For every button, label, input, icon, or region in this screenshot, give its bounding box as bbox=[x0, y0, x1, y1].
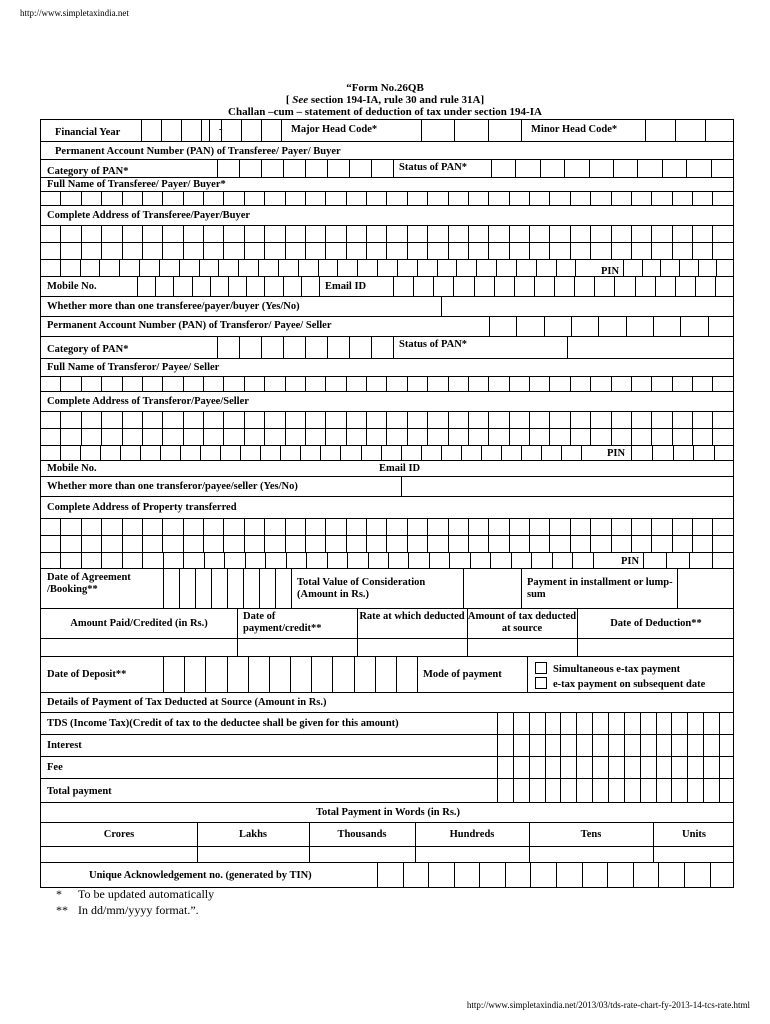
checkbox-icon[interactable] bbox=[535, 677, 547, 689]
form-description: Challan –cum – statement of deduction of tax under section 194-IA bbox=[228, 106, 542, 118]
transferor-email-label: Email ID bbox=[379, 463, 421, 474]
installment-label: Payment in installment or lump-sum bbox=[527, 577, 673, 600]
footnotes bbox=[56, 886, 214, 918]
payment-details-heading: Details of Payment of Tax Deducted at Source (Amount in Rs.) bbox=[47, 697, 327, 708]
tds-row bbox=[41, 713, 733, 735]
words-row bbox=[41, 803, 733, 823]
transferor-pan-boxes-a[interactable] bbox=[489, 317, 735, 336]
agreement-row bbox=[41, 569, 733, 609]
transferor-address-label-row bbox=[41, 392, 733, 412]
agreement-date-boxes[interactable] bbox=[163, 569, 291, 608]
property-pin-label: PIN bbox=[621, 556, 640, 567]
footer-url: http://www.simpletaxindia.net/2013/03/tds-rate-chart-fy-2013-14-tcs-rate.html bbox=[466, 1000, 750, 1010]
minor-head-label: Minor Head Code* bbox=[531, 124, 618, 135]
financial-year-label: Financial Year bbox=[55, 127, 121, 138]
total-value-input[interactable] bbox=[463, 569, 521, 608]
transferee-contact-row bbox=[41, 277, 733, 297]
transferee-pan-boxes[interactable] bbox=[217, 160, 393, 177]
transferor-pan-boxes[interactable] bbox=[217, 337, 393, 358]
transferee-multiple-label: Whether more than one transferee/payer/buyer (Yes/No) bbox=[47, 301, 300, 312]
units-input-row[interactable] bbox=[41, 847, 733, 863]
ack-row bbox=[41, 863, 733, 887]
financial-year-boxes-2[interactable] bbox=[241, 120, 281, 141]
footnote: * To be updated automatically bbox=[56, 887, 215, 901]
unit-crores: Crores bbox=[103, 829, 135, 840]
payment-details-heading-row bbox=[41, 693, 733, 713]
transferor-name-label: Full Name of Transferor/ Payee/ Seller bbox=[47, 362, 220, 373]
transferor-pin-row bbox=[41, 446, 733, 461]
transferee-address-label-row bbox=[41, 206, 733, 226]
transferor-status-boxes[interactable] bbox=[567, 337, 735, 358]
total-row bbox=[41, 779, 733, 803]
transferee-address-boxes-2[interactable] bbox=[41, 243, 733, 260]
transferee-name-label: Full Name of Transferee/ Payer/ Buyer* bbox=[47, 179, 226, 190]
rate-label: Rate at which deducted bbox=[359, 611, 465, 622]
financial-year-row bbox=[41, 120, 733, 142]
financial-year-boxes-1[interactable] bbox=[141, 120, 241, 141]
ack-boxes[interactable] bbox=[377, 863, 735, 887]
transferor-pan-label: Permanent Account Number (PAN) of Transferor/ Payee/ Seller bbox=[47, 320, 332, 331]
transferee-pan-label: Permanent Account Number (PAN) of Transferee/ Payer/ Buyer bbox=[55, 146, 341, 157]
transferor-address-boxes-3[interactable] bbox=[41, 446, 601, 460]
transferor-address-boxes-1[interactable] bbox=[41, 412, 733, 429]
interest-label: Interest bbox=[47, 740, 82, 751]
deposit-date-boxes[interactable] bbox=[163, 657, 417, 692]
interest-boxes[interactable] bbox=[497, 735, 735, 756]
transferor-pan-row bbox=[41, 317, 733, 337]
unit-lakhs: Lakhs bbox=[238, 829, 268, 840]
transferee-mobile-label: Mobile No. bbox=[47, 281, 97, 292]
amount-input-row[interactable] bbox=[41, 639, 733, 657]
fee-boxes[interactable] bbox=[497, 757, 735, 778]
property-address-boxes-1[interactable] bbox=[41, 519, 733, 536]
transferee-name-boxes[interactable] bbox=[41, 192, 733, 206]
unit-hundreds: Hundreds bbox=[449, 829, 495, 840]
interest-row bbox=[41, 735, 733, 757]
transferee-multiple-row bbox=[41, 297, 733, 317]
unit-thousands: Thousands bbox=[337, 829, 387, 840]
transferor-pin-label: PIN bbox=[607, 448, 626, 459]
transferor-address-boxes-2[interactable] bbox=[41, 429, 733, 446]
financial-year-dash: - bbox=[219, 124, 223, 135]
ack-label: Unique Acknowledgement no. (generated by TIN) bbox=[89, 870, 312, 881]
transferor-multiple-input[interactable] bbox=[401, 477, 735, 496]
form-title: “Form No.26QB bbox=[346, 82, 424, 94]
property-address-label: Complete Address of Property transferred bbox=[47, 502, 237, 513]
agreement-date-label: Date of Agreement /Booking** bbox=[47, 572, 131, 595]
property-pin-boxes[interactable] bbox=[643, 553, 735, 568]
deposit-date-label: Date of Deposit** bbox=[47, 669, 127, 680]
words-label: Total Payment in Words (in Rs.) bbox=[315, 807, 461, 818]
option-simultaneous[interactable]: Simultaneous e-tax payment bbox=[535, 662, 680, 676]
major-head-boxes[interactable] bbox=[421, 120, 521, 141]
unit-tens: Tens bbox=[580, 829, 602, 840]
amount-tax-label: Amount of tax deducted at source bbox=[467, 611, 577, 634]
transferee-address-boxes-3[interactable] bbox=[41, 260, 595, 276]
total-boxes[interactable] bbox=[497, 779, 735, 802]
transferee-pan-row bbox=[41, 142, 733, 160]
total-value-label: Total Value of Consideration (Amount in Rs.) bbox=[297, 577, 426, 600]
major-head-label: Major Head Code* bbox=[291, 124, 378, 135]
transferor-status-label: Status of PAN* bbox=[399, 339, 468, 350]
footnote: ** In dd/mm/yyyy format.”. bbox=[56, 903, 199, 917]
amount-row bbox=[41, 609, 733, 639]
date-deduction-label: Date of Deduction** bbox=[610, 618, 702, 629]
units-row bbox=[41, 823, 733, 847]
transferor-category-row bbox=[41, 337, 733, 359]
transferor-name-boxes[interactable] bbox=[41, 377, 733, 392]
transferor-multiple-row bbox=[41, 477, 733, 497]
transferor-name-label-row bbox=[41, 359, 733, 377]
tds-label: TDS (Income Tax)(Credit of tax to the deductee shall be given for this amount) bbox=[47, 718, 399, 729]
property-address-label-row bbox=[41, 497, 733, 519]
transferee-multiple-input[interactable] bbox=[441, 297, 735, 316]
total-label: Total payment bbox=[47, 786, 112, 797]
transferee-email-label: Email ID bbox=[325, 281, 367, 292]
property-address-boxes-3[interactable] bbox=[41, 553, 613, 568]
transferor-mobile-label: Mobile No. bbox=[47, 463, 97, 474]
transferee-pin-label: PIN bbox=[601, 266, 620, 277]
transferor-address-label: Complete Address of Transferor/Payee/Seller bbox=[47, 396, 249, 407]
transferee-address-label: Complete Address of Transferee/Payer/Buyer bbox=[47, 210, 251, 221]
transferee-category-row bbox=[41, 160, 733, 178]
option-subsequent[interactable]: e-tax payment on subsequent date bbox=[535, 677, 705, 691]
deposit-row bbox=[41, 657, 733, 693]
transferor-category-label: Category of PAN* bbox=[47, 344, 129, 355]
transferee-email-boxes[interactable] bbox=[393, 277, 735, 296]
payment-mode-label: Mode of payment bbox=[423, 669, 502, 680]
unit-units: Units bbox=[682, 829, 706, 840]
transferee-pin-boxes[interactable] bbox=[623, 260, 735, 276]
transferee-status-boxes[interactable] bbox=[491, 160, 735, 177]
header-url: http://www.simpletaxindia.net bbox=[20, 8, 129, 18]
transferor-multiple-label: Whether more than one transferor/payee/seller (Yes/No) bbox=[47, 481, 298, 492]
form-subtitle: [ See section 194-IA, rule 30 and rule 31A] bbox=[285, 94, 485, 106]
fee-row bbox=[41, 757, 733, 779]
date-payment-label: Date of payment/credit** bbox=[243, 611, 322, 634]
transferee-address-boxes-1[interactable] bbox=[41, 226, 733, 243]
property-pin-row bbox=[41, 553, 733, 569]
checkbox-icon[interactable] bbox=[535, 662, 547, 674]
transferee-mobile-boxes[interactable] bbox=[137, 277, 319, 296]
minor-head-boxes[interactable] bbox=[645, 120, 735, 141]
transferee-category-label: Category of PAN* bbox=[47, 166, 129, 177]
installment-input[interactable] bbox=[677, 569, 735, 608]
fee-label: Fee bbox=[47, 762, 63, 773]
form-26qb bbox=[40, 119, 734, 888]
transferor-pin-boxes[interactable] bbox=[631, 446, 735, 460]
transferee-name-label-row bbox=[41, 178, 733, 192]
amount-paid-label: Amount Paid/Credited (in Rs.) bbox=[70, 618, 208, 629]
transferor-contact-row bbox=[41, 461, 733, 477]
transferee-pin-row bbox=[41, 260, 733, 277]
property-address-boxes-2[interactable] bbox=[41, 536, 733, 553]
transferee-status-label: Status of PAN* bbox=[399, 162, 468, 173]
tds-boxes[interactable] bbox=[497, 713, 735, 734]
